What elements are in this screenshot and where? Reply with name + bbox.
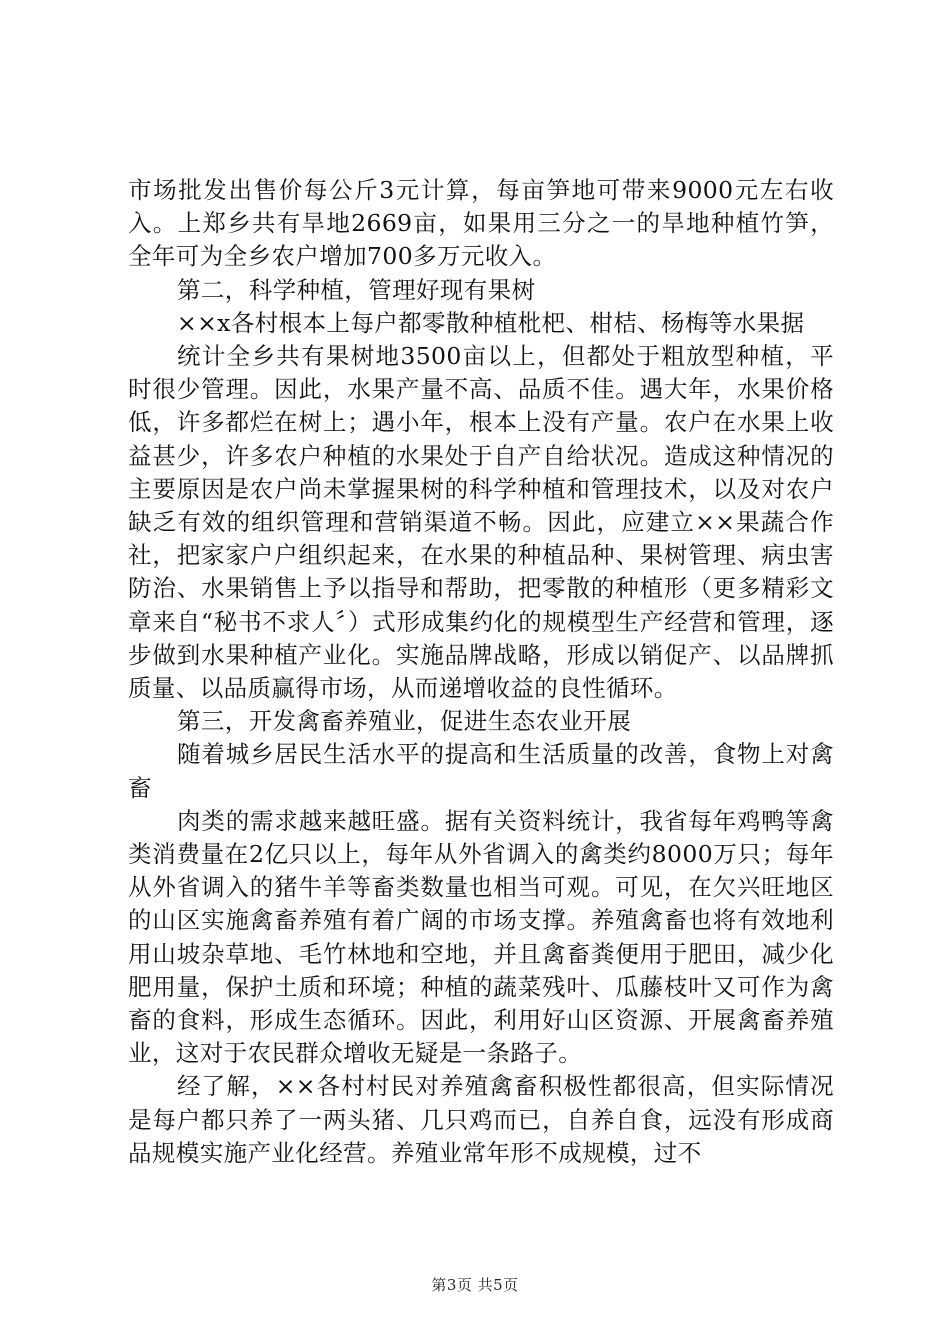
paragraph-8: 经了解，××各村村民对养殖禽畜积极性都很高，但实际情况是每户都只养了一两头猪、几只鸡而已，自养自食，远没有形成商品规模实施产业化经营。养殖业常年形不成规模，过不 xyxy=(128,1072,834,1167)
section-heading-2: 第二，科学种植，管理好现有果树 xyxy=(177,275,536,304)
document-body xyxy=(128,174,834,1170)
paragraph-7: 肉类的需求越来越旺盛。据有关资料统计，我省每年鸡鸭等禽类消费量在2亿只以上，每年从外省调入的禽类约8000万只；每年从外省调入的猪牛羊等畜类数量也相当可观。可见，在欠兴旺地区的山区实施禽畜养殖有着广阔的市场支撑。养殖禽畜也将有效地利用山坡杂草地、毛竹林地和空地，并且禽畜粪便用于肥田，减少化肥用量，保护土质和环境；种植的蔬菜残叶、瓜藤枝叶又可作为禽畜的食料，形成生态循环。因此，利用好山区资源、开展禽畜养殖业，这对于农民群众增收无疑是一条路子。 xyxy=(128,806,834,1068)
section-heading-3: 第三，开发禽畜养殖业，促进生态农业开展 xyxy=(177,707,632,736)
paragraph-6: 随着城乡居民生活水平的提高和生活质量的改善，食物上对禽畜 xyxy=(128,740,834,802)
paragraph-1: 市场批发出售价每公斤3元计算，每亩笋地可带来9000元左右收入。上郑乡共有旱地2669亩，如果用三分之一的旱地种植竹笋，全年可为全乡农户增加700多万元收入。 xyxy=(128,176,834,271)
page-number-footer: 第3页 共5页 xyxy=(431,1276,519,1294)
paragraph-4: 统计全乡共有果树地3500亩以上，但都处于粗放型种植，平时很少管理。因此，水果产量不高、品质不佳。遇大年，水果价格低，许多都烂在树上；遇小年，根本上没有产量。农户在水果上收益甚少，许多农户种植的水果处于自产自给状况。造成这种情况的主要原因是农户尚未掌握果树的科学种植和管理技术，以及对农户缺乏有效的组织管理和营销渠道不畅。因此，应建立××果蔬合作社，把家家户户组织起来，在水果的种植品种、果树管理、病虫害防治、水果销售上予以指导和帮助，把零散的种植形（更多精彩文章来自“秘书不求人〞）式形成集约化的规模型生产经营和管理，逐步做到水果种植产业化。实施品牌战略，形成以销促产、以品牌抓质量、以品质赢得市场，从而递增收益的良性循环。 xyxy=(128,342,834,703)
paragraph-3: ××x各村根本上每户都零散种植枇杷、柑桔、杨梅等水果据 xyxy=(177,308,805,337)
